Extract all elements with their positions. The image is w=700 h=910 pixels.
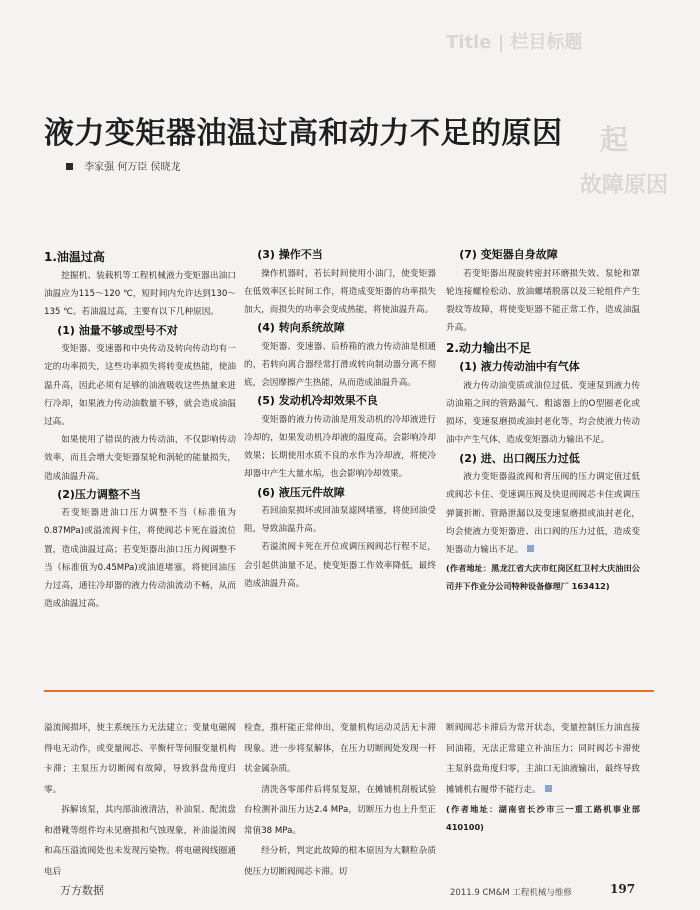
subsection-heading [244,484,436,503]
text: 变矩器的液力传动油是用发动机的冷却液进行冷却的，如果发动机冷却液的温度高，会影响冷却效果；长期使用水质不良的水作为冷却液，将使冷却器中产生大量水垢，也会影响冷却效果。 [244,414,436,480]
text: 若回油泵损坏或回油泵滤网堵塞，将使回油受阻，导致油温升高。 [244,506,436,535]
subsection-heading [44,322,236,341]
ghost-line-1: 起 [600,123,629,156]
paragraph [44,340,236,431]
text: (作者地址：黑龙江省大庆市红岗区红卫村大庆油田公司井下作业分公司特种设备修理厂 163412) [446,563,640,592]
text: 清洗各零部件后将泵复原，在摊铺机刮板试验台检测补油压力达2.4 MPa，切断压力也上升至正常值38 MPa。 [244,784,436,836]
text: 断阀阀芯卡滞后为常开状态，变量控制压力油直接回油箱，无法正常建立补油压力；同时阀芯卡滞使主泵斜盘角度归零，主油口无油液输出，最终导致摊铺机右履带不能行走。 [446,723,640,795]
paragraph [244,718,436,780]
paragraph [244,502,436,538]
subsection-heading [44,486,236,505]
subsection-heading [446,358,640,377]
watermark: 万方数据 [60,884,104,897]
text: (5) 发动机冷却效果不良 [257,394,378,408]
text: (2) 进、出口阀压力过低 [459,451,580,465]
text: 若变矩器出现旋转密封环磨损失效、泵轮和罩轮连接螺栓松动、放油螺堵脱落以及三轮组件产生裂纹等故障，将使变矩器不能正常工作，造成油温升高。 [446,268,640,334]
text: (1) 液力传动油中有气体 [459,360,580,374]
paragraph [44,718,236,800]
paragraph [44,431,236,486]
subsection-heading [446,450,640,469]
authors-line [66,158,181,173]
paragraph [244,338,436,393]
subsection-heading [244,319,436,338]
text: 拆解该泵，其内部油液清洁，补油泵、配流盘和滑靴等组件均未见磨损和气蚀现象，补油溢流阀和高压溢流阀处也未发现污染物。将电磁阀线圈通电后 [44,805,236,877]
authors: 李家强 何万臣 侯晓龙 [84,162,181,173]
text: 挖掘机、装载机等工程机械液力变矩器出油口油温应为115～120 ℃，短时间内允许达到130～135 ℃。若油温过高，主要有以下几种原因。 [44,271,236,318]
text: (4) 转向系统故障 [257,321,345,335]
column-3 [446,246,640,595]
text: (7) 变矩器自身故障 [459,248,558,261]
text: (1) 油量不够或型号不对 [57,323,178,337]
text: 若溢流阀卡死在开位或调压阀阀芯行程不足，会引起供油量不足，使变矩器工作效率降低，最终造成油温升高。 [244,542,436,589]
paragraph [244,538,436,593]
lower-column-1 [44,718,236,882]
text: (2)压力调整不当 [57,487,141,501]
text: 变矩器、变速器、后桥箱的液力传动油是相通的，若转向离合器经常打滑或转向制动器分离不彻底，会因摩擦产生热能，从而造成油温升高。 [244,341,436,389]
end-mark-icon [545,785,552,792]
text: 检查，推杆能正常伸出，变量机构运动灵活无卡滞现象。进一步将泵解体，在压力切断阀处发现一杆状金属杂质。 [244,723,436,774]
ghost-header: Title | 栏目标题 [446,32,583,53]
ghost-line-2: 故障原因 [580,173,669,198]
text: 经分析，判定此故障的根本原因为大颗粒杂质使压力切断阀阀芯卡滞。切 [244,846,436,877]
paragraph [446,265,640,338]
subsection-heading [244,392,436,411]
section-heading [446,339,640,358]
text: 若变矩器进油口压力调整不当（标准值为0.87MPa)或溢流阀卡住，将使阀芯卡死在溢流位置，造成油温过高；若变矩器出油口压力阀调整不当（标准值为0.45MPa)或油道堵塞，将使回油压力过高，通往冷却器的液力传动油流动不畅，从而造成油温过高。 [44,508,236,610]
paragraph [44,267,236,322]
lower-column-3 [446,718,640,836]
text: 溢流阀损坏，使主系统压力无法建立；变量电磁阀得电无动作，或变量阀芯、平衡杆等伺服变量机构卡滞；主泵压力切断阀有故障，导致斜盘角度归零。 [44,723,236,795]
text: (作者地址：湖南省长沙市三一重工路机事业部 410100) [446,804,640,832]
text: 液力传动油变质或油位过低、变速泵到液力传动油箱之间的管路漏气、粗滤器上的O型圈老化或损坏、变速泵磨损或油封老化等，均会使液力传动油中产生气体，造成变矩器动力输出不足。 [446,380,640,446]
author-address [446,800,640,836]
paragraph [244,780,436,842]
text: 1.油温过高 [44,250,105,264]
paragraph [44,504,236,613]
lower-column-2 [244,718,436,882]
square-bullet-icon [66,163,73,170]
text: 变矩器、变速器和中央传动及转向传动均有一定的功率损失，这些功率损失将转变成热能，使油温升高，因此必须有足够的油液吸收这些热量来进行冷却，如果液力传动油数量不够，就会造成油温过高。 [44,344,236,427]
text: (3) 操作不当 [257,248,323,261]
column-2 [244,246,436,593]
issue-info: 2011.9 CM&M 工程机械与维修 [450,888,572,898]
paragraph [244,841,436,882]
subsection-heading [244,246,436,265]
paragraph [446,377,640,450]
text: (6) 液压元件故障 [257,485,345,499]
article-title: 液力变矩器油温过高和动力不足的原因 [44,116,563,151]
section-heading [44,248,236,267]
paragraph [244,411,436,484]
text: 液力变矩器溢流阀和背压阀的压力调定值过低或阀芯卡住、变速调压阀及快退阀阀芯卡住或调压弹簧折断、管路泄漏以及变速泵磨损或油封老化，均会使液力变矩器进、出口阀的压力过低，造成变矩器动力输出不足。 [446,472,640,555]
paragraph [244,265,436,320]
author-address [446,559,640,595]
end-mark-icon [527,545,534,552]
section-divider [44,690,654,692]
paragraph [44,800,236,882]
paragraph [446,468,640,559]
column-1 [44,246,236,613]
text: 操作机器时，若长时间使用小油门，使变矩器在低效率区长时间工作，将造成变矩器的功率损失加大，而损失的功率会变成热能，将使油温升高。 [244,268,436,315]
page-number: 197 [610,882,636,896]
text: 2.动力输出不足 [446,341,531,356]
text: 如果使用了错误的液力传动油，不仅影响传动效率，而且会增大变矩器泵轮和涡轮的能量损失，造成油温升高。 [44,435,236,482]
subsection-heading [446,246,640,265]
paragraph [446,718,640,800]
